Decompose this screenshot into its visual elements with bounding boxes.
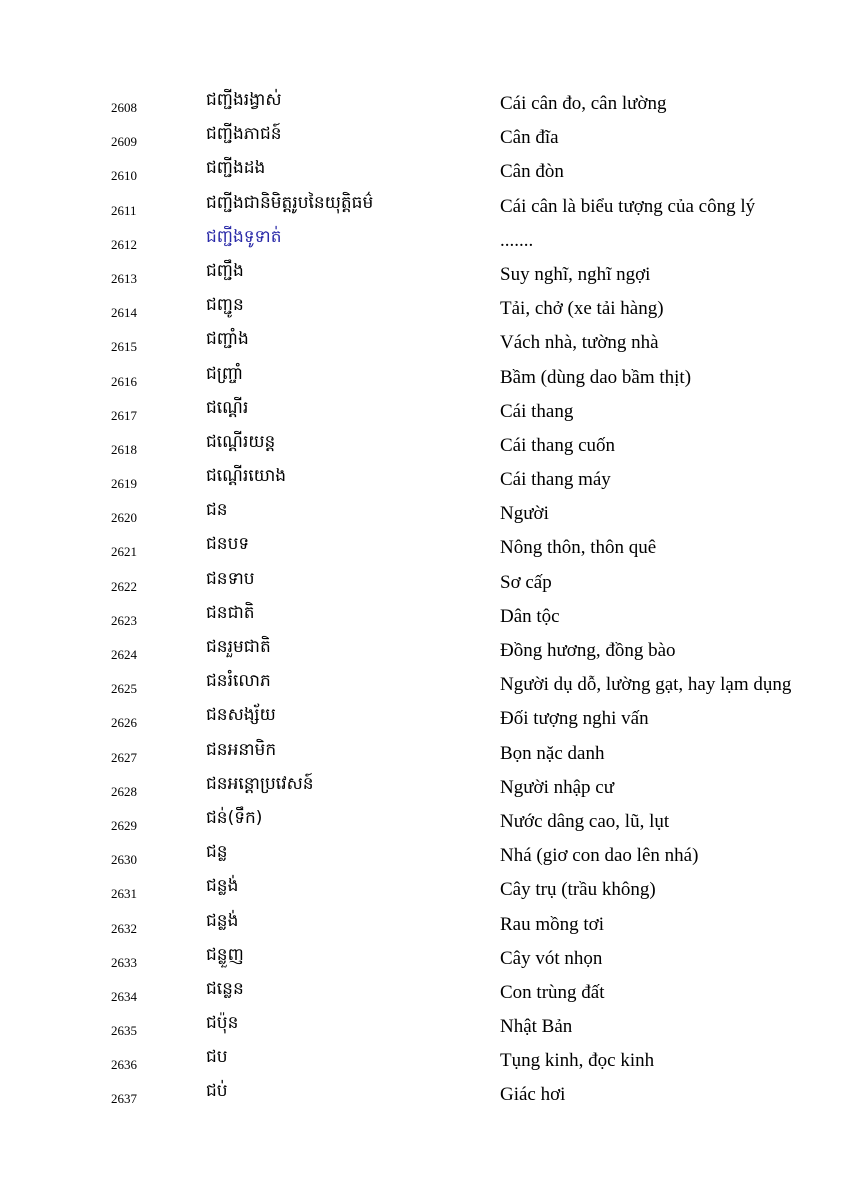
khmer-term: ជន្លេន bbox=[206, 978, 244, 999]
vietnamese-translation: Người nhập cư bbox=[500, 776, 615, 798]
dictionary-entry-list bbox=[0, 88, 848, 1114]
entry-number: 2612 bbox=[111, 236, 137, 252]
entry-number: 2622 bbox=[111, 578, 137, 594]
dictionary-entry-row bbox=[0, 635, 848, 669]
dictionary-entry-row bbox=[0, 327, 848, 361]
vietnamese-translation: Suy nghĩ, nghĩ ngợi bbox=[500, 263, 651, 285]
entry-number: 2613 bbox=[111, 270, 137, 286]
dictionary-entry-row bbox=[0, 840, 848, 874]
dictionary-entry-row bbox=[0, 943, 848, 977]
dictionary-entry-row bbox=[0, 293, 848, 327]
entry-number: 2634 bbox=[111, 988, 137, 1004]
dictionary-entry-row bbox=[0, 909, 848, 943]
entry-number: 2614 bbox=[111, 305, 137, 321]
entry-number: 2623 bbox=[111, 612, 137, 628]
dictionary-entry-row bbox=[0, 1045, 848, 1079]
entry-number: 2629 bbox=[111, 817, 137, 833]
entry-number: 2628 bbox=[111, 783, 137, 799]
vietnamese-translation: Cây trụ (trầu không) bbox=[500, 879, 656, 901]
vietnamese-translation: Vách nhà, tường nhà bbox=[500, 332, 659, 354]
dictionary-entry-row bbox=[0, 464, 848, 498]
entry-number: 2610 bbox=[111, 168, 137, 184]
khmer-term: ជញ្ច្រាំ bbox=[206, 363, 244, 384]
vietnamese-translation: ....... bbox=[500, 229, 534, 251]
vietnamese-translation: Cái thang bbox=[500, 400, 574, 422]
entry-number: 2624 bbox=[111, 647, 137, 662]
khmer-term: ជញ្ជីងទូទាត់ bbox=[206, 226, 282, 247]
vietnamese-translation: Cân đòn bbox=[500, 161, 564, 183]
khmer-term: ជនអនាមិក bbox=[206, 739, 277, 760]
khmer-term: ជន្លួញ bbox=[206, 944, 244, 965]
entry-number: 2631 bbox=[111, 886, 137, 902]
khmer-term: ជនអន្តោប្រវេសន៍ bbox=[206, 773, 314, 794]
vietnamese-translation: Con trùng đất bbox=[500, 981, 605, 1003]
vietnamese-translation: Bọn nặc danh bbox=[500, 742, 605, 764]
vietnamese-translation: Người bbox=[500, 503, 549, 525]
dictionary-entry-row bbox=[0, 532, 848, 566]
vietnamese-translation: Cân đĩa bbox=[500, 127, 559, 149]
dictionary-entry-row bbox=[0, 396, 848, 430]
vietnamese-translation: Rau mồng tơi bbox=[500, 913, 604, 935]
vietnamese-translation: Sơ cấp bbox=[500, 571, 552, 593]
khmer-term: ជនបទ bbox=[206, 534, 250, 555]
dictionary-entry-row bbox=[0, 703, 848, 737]
khmer-term: ជណ្ដើរយន្ត bbox=[206, 431, 276, 452]
khmer-term: ជន្ល bbox=[206, 842, 228, 863]
vietnamese-translation: Nước dâng cao, lũ, lụt bbox=[500, 810, 670, 832]
khmer-term: ជញ្ជីងភាជន៍ bbox=[206, 124, 282, 145]
khmer-term: ជនជាតិ bbox=[206, 602, 255, 623]
vietnamese-translation: Cái cân là biểu tượng của công lý bbox=[500, 195, 756, 217]
dictionary-entry-row bbox=[0, 1079, 848, 1113]
khmer-term: ជនទាប bbox=[206, 568, 255, 589]
entry-number: 2619 bbox=[111, 476, 137, 492]
khmer-term: ជនសង្ស័យ bbox=[206, 705, 276, 726]
vietnamese-translation: Giác hơi bbox=[500, 1084, 566, 1106]
dictionary-entry-row bbox=[0, 977, 848, 1011]
entry-number: 2620 bbox=[111, 510, 137, 526]
entry-number: 2618 bbox=[111, 441, 137, 457]
vietnamese-translation: Bầm (dùng dao bầm thịt) bbox=[500, 366, 692, 388]
entry-number: 2617 bbox=[111, 407, 137, 423]
entry-number: 2637 bbox=[111, 1091, 137, 1107]
entry-number: 2608 bbox=[111, 100, 137, 115]
khmer-term: ជញ្ជីងដង bbox=[206, 158, 266, 179]
dictionary-entry-row bbox=[0, 601, 848, 635]
entry-number: 2626 bbox=[111, 715, 137, 731]
entry-number: 2627 bbox=[111, 749, 137, 765]
dictionary-entry-row bbox=[0, 156, 848, 190]
khmer-term: ជនរួមជាតិ bbox=[206, 637, 271, 657]
vietnamese-translation: Nhá (giơ con dao lên nhá) bbox=[500, 845, 699, 867]
dictionary-entry-row bbox=[0, 362, 848, 396]
entry-number: 2616 bbox=[111, 373, 137, 389]
vietnamese-translation: Đồng hương, đồng bào bbox=[500, 640, 676, 661]
dictionary-entry-row bbox=[0, 874, 848, 908]
dictionary-entry-row bbox=[0, 430, 848, 464]
dictionary-entry-row bbox=[0, 669, 848, 703]
khmer-term: ជញ្ជឹង bbox=[206, 260, 244, 281]
entry-number: 2609 bbox=[111, 134, 137, 150]
khmer-term: ជណ្ដើរ bbox=[206, 397, 249, 418]
entry-number: 2615 bbox=[111, 339, 137, 355]
dictionary-entry-row bbox=[0, 1011, 848, 1045]
dictionary-entry-row bbox=[0, 191, 848, 225]
dictionary-entry-row bbox=[0, 225, 848, 259]
vietnamese-translation: Người dụ dỗ, lường gạt, hay lạm dụng bbox=[500, 674, 792, 696]
entry-number: 2611 bbox=[111, 202, 137, 218]
khmer-term: ជន្លង់ bbox=[206, 910, 239, 931]
khmer-term: ជញ្ជីងរង្វាស់ bbox=[206, 90, 282, 110]
entry-number: 2625 bbox=[111, 681, 137, 697]
khmer-term: ជញ្ជូន bbox=[206, 295, 244, 316]
dictionary-entry-row bbox=[0, 88, 848, 122]
entry-number: 2633 bbox=[111, 954, 137, 970]
dictionary-entry-row bbox=[0, 772, 848, 806]
vietnamese-translation: Nhật Bản bbox=[500, 1016, 573, 1038]
entry-number: 2630 bbox=[111, 852, 137, 868]
khmer-term: ជញ្ជីងជានិមិត្តរូបនៃយុត្តិធម៌ bbox=[206, 192, 374, 213]
vietnamese-translation: Cái cân đo, cân lường bbox=[500, 93, 667, 114]
vietnamese-translation: Tải, chở (xe tải hàng) bbox=[500, 298, 664, 320]
khmer-term: ជប bbox=[206, 1047, 228, 1068]
vietnamese-translation: Cái thang máy bbox=[500, 469, 611, 491]
khmer-term: ជន់(ទឹក) bbox=[206, 807, 263, 828]
khmer-term: ជន្លង់ bbox=[206, 876, 239, 897]
vietnamese-translation: Cây vót nhọn bbox=[500, 947, 603, 969]
dictionary-entry-row bbox=[0, 567, 848, 601]
entry-number: 2632 bbox=[111, 920, 137, 936]
dictionary-entry-row bbox=[0, 738, 848, 772]
vietnamese-translation: Tụng kinh, đọc kinh bbox=[500, 1050, 655, 1072]
khmer-term: ជណ្ដើរយោង bbox=[206, 466, 287, 487]
entry-number: 2636 bbox=[111, 1057, 137, 1073]
entry-number: 2621 bbox=[111, 544, 137, 560]
dictionary-entry-row bbox=[0, 498, 848, 532]
khmer-term: ជនរំលោភ bbox=[206, 671, 271, 692]
vietnamese-translation: Nông thôn, thôn quê bbox=[500, 537, 657, 559]
khmer-term: ជប់ bbox=[206, 1081, 228, 1102]
vietnamese-translation: Cái thang cuốn bbox=[500, 434, 616, 456]
dictionary-entry-row bbox=[0, 806, 848, 840]
khmer-term: ជន bbox=[206, 500, 228, 521]
vietnamese-translation: Dân tộc bbox=[500, 605, 560, 627]
entry-number: 2635 bbox=[111, 1023, 137, 1039]
vietnamese-translation: Đối tượng nghi vấn bbox=[500, 708, 649, 730]
khmer-term: ជញ្ជាំង bbox=[206, 329, 249, 350]
khmer-term: ជប៉ុន bbox=[206, 1013, 239, 1034]
dictionary-entry-row bbox=[0, 122, 848, 156]
dictionary-entry-row bbox=[0, 259, 848, 293]
